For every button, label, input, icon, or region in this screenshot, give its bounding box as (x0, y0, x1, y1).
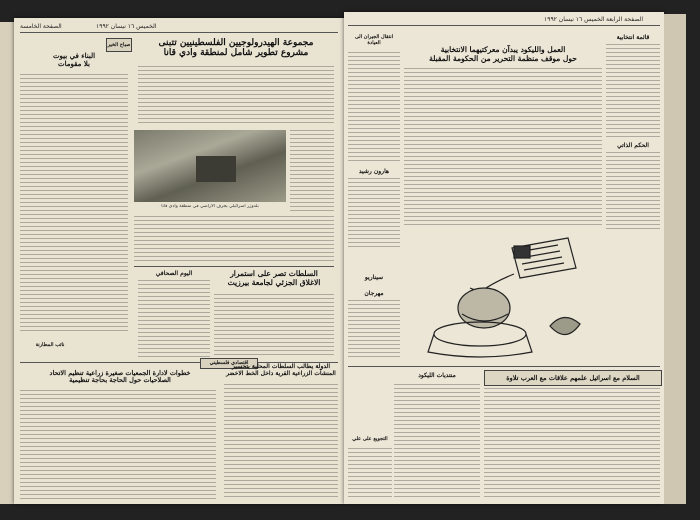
right-main-headline-line2: حول موقف منظمة التحرير من الحكومة المقبلة (429, 53, 577, 63)
left-newspaper-page (14, 18, 344, 504)
left-header-date: الخميس ١٦ نيسان ١٩٩٢ (96, 23, 157, 30)
underlying-page-edge (0, 22, 14, 504)
bottom-center-text (394, 384, 480, 498)
right-main-headline (404, 46, 602, 63)
side-column-text (606, 44, 660, 140)
side-column-title: قائمة انتخابية (616, 34, 650, 41)
bottom-headline-line2: الصلاحيات حول الحاجة بحاجة تنظيمية (69, 376, 171, 385)
press-day-text (138, 280, 210, 358)
column-tag: صباح الخير (107, 42, 131, 48)
column-title-line2: بلا مقومات (58, 59, 90, 69)
bottom-center-title: منتديات الليكود (418, 372, 456, 379)
side-column-text-lower (606, 152, 660, 232)
editorial-title-box (484, 370, 662, 386)
column-title-line1: البناء في بيوت (52, 51, 96, 60)
bulldozer-icon (196, 156, 236, 182)
mid-divider (134, 266, 334, 267)
right-header-date: الخميس ١٦ نيسان ١٩٩٢ (544, 16, 605, 23)
right-bottom-divider (348, 366, 660, 367)
birzeit-headline-line2: الاغلاق الجزئي لجامعة بيرزيت (227, 277, 321, 287)
bottom-right-body-text (224, 384, 338, 500)
right-newspaper-page (344, 12, 664, 504)
column-title (20, 52, 128, 68)
left-main-headline (134, 38, 338, 59)
birzeit-headline-line1: السلطات تصر على استمرار (230, 269, 318, 278)
editorial-body-text (484, 388, 660, 498)
right-header-section: الصفحة الرابعة (606, 16, 643, 23)
right-page-edges (664, 14, 686, 504)
press-day-title: اليوم الصحافي (155, 270, 193, 277)
subhead-1: هارون رشيد (358, 168, 390, 175)
left-column-text-3 (348, 300, 400, 360)
bottom-right-headline-line2: المنشآت الزراعية القرية داخل الخط الاخضر (226, 369, 336, 377)
bottom-right-title: التجويع على علي (352, 436, 388, 442)
left-article-text-top (138, 66, 334, 126)
birzeit-headline (214, 270, 334, 287)
left-main-headline-line2: مشروع تطوير شامل لمنطقة وادي قانا (163, 48, 309, 59)
right-header-rule (348, 25, 660, 26)
bottom-headline (20, 370, 220, 385)
left-article-text-photo-side (290, 130, 334, 214)
left-column-text-2 (348, 178, 400, 250)
right-main-article-text (404, 68, 602, 228)
left-header-rule (20, 32, 338, 33)
bottom-tag: اقتصادي فلسطيني (209, 360, 249, 366)
bottom-right-headline (224, 364, 338, 378)
right-main-headline-line1: العمل والليكود يبدآن معركتيهما الانتخابية (440, 45, 566, 54)
flag-juicer-cartoon-icon (404, 234, 600, 364)
left-header-section: الصفحة الخامسة (20, 23, 62, 30)
subhead-2: مهرجان (364, 290, 384, 297)
bottom-headline-line1: خطوات لادارة الجمعيات صغيرة زراعية تنظيم الاتحاد (49, 369, 191, 377)
bottom-body-text (20, 390, 216, 500)
column-body-text (20, 74, 128, 334)
bulldozer-photo (134, 130, 286, 202)
side-column-subtitle: الحكم الذاتي (617, 142, 649, 149)
photo-caption: بلدوزر اسرائيلي يجرف الاراضي في منطقة وادي قانا (161, 204, 259, 209)
left-main-headline-line1: مجموعة الهيدرولوجيين الفلسطينيين تتبنى (158, 38, 314, 48)
left-column-title: انتقال الجيران الى العيادة (354, 34, 393, 46)
cartoon-panel (404, 234, 600, 364)
left-column-text (348, 52, 400, 164)
column-footer: نائب المطارنة (35, 342, 65, 348)
column-tag-box (106, 38, 132, 52)
cartoon-caption: سيناريو (364, 274, 384, 281)
bottom-right-text (348, 448, 392, 498)
birzeit-body-text (214, 294, 334, 358)
bottom-right-headline-line1: الدولة يطالب السلطات المحلية بتحسير (232, 363, 330, 370)
left-article-text-lower (134, 216, 334, 264)
editorial-title: السلام مع اسرائيل علمهم علاقات مع العرب تلاوة (506, 374, 640, 382)
